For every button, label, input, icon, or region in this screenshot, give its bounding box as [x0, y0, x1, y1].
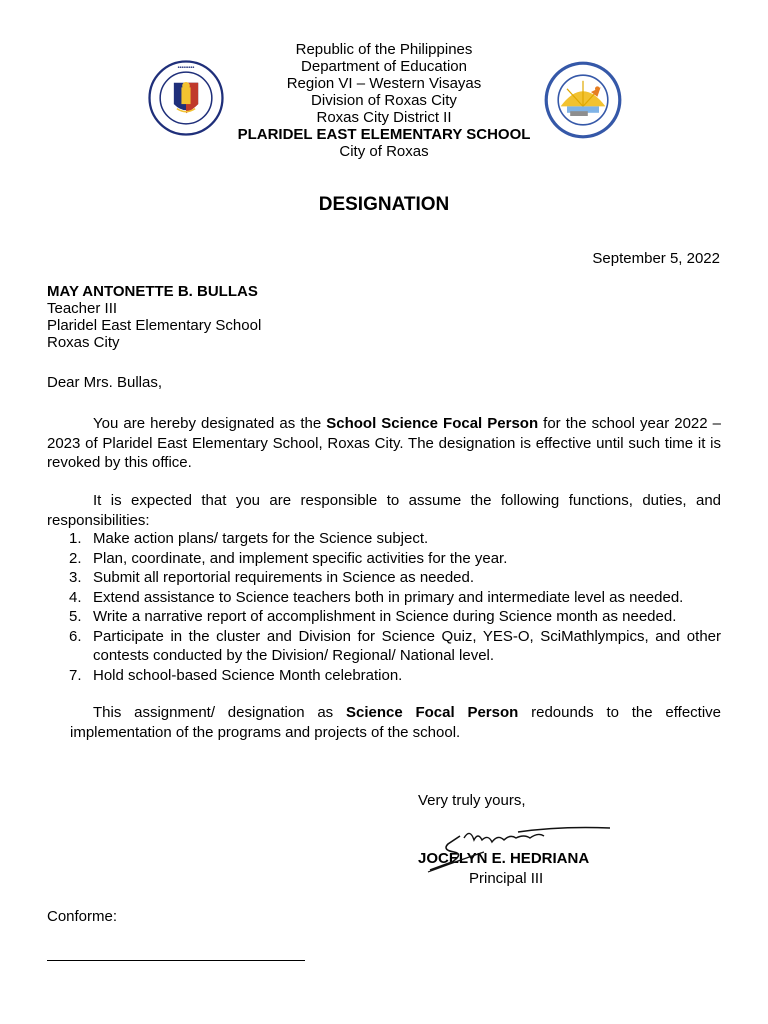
list-item-number: 7.	[69, 666, 82, 684]
list-item-text: Hold school-based Science Month celebration.	[93, 666, 403, 684]
paragraph-designation-pre: You are hereby designated as the	[93, 415, 327, 432]
paragraph-responsibilities-text: It is expected that you are responsible to assume the following functions, duties, and responsibilities:	[47, 492, 721, 529]
paragraph-designation	[47, 414, 721, 473]
list-item	[47, 588, 721, 608]
paragraph-assignment-pre: This assignment/ designation as	[93, 704, 346, 721]
document-title: DESIGNATION	[318, 194, 450, 215]
list-item-text: Plan, coordinate, and implement specific activities for the year.	[93, 549, 508, 567]
school-seal-icon	[543, 60, 623, 140]
duties-list	[47, 529, 721, 685]
letterhead-republic: Republic of the Philippines	[295, 41, 473, 58]
list-item-number: 2.	[69, 549, 82, 567]
list-item	[47, 529, 721, 549]
list-item-text: Make action plans/ targets for the Science subject.	[93, 530, 429, 547]
paragraph-designation-post: for the school year 2022 – 2023 of Plaridel East Elementary School, Roxas City. The designation is effective until such time it is revoked by this office.	[47, 415, 721, 471]
list-item	[47, 607, 721, 627]
addressee-name: MAY ANTONETTE B. BULLAS	[47, 283, 258, 300]
conforme-label: Conforme:	[47, 908, 118, 925]
letterhead-district: Roxas City District II	[316, 109, 452, 126]
list-item	[47, 549, 721, 569]
list-item-text: Extend assistance to Science teachers both in primary and intermediate level as needed.	[93, 588, 684, 606]
list-item-number: 3.	[69, 569, 82, 586]
signer-title: Principal III	[469, 870, 544, 887]
addressee-city: Roxas City	[47, 334, 120, 351]
list-item-text: Participate in the cluster and Division for Science Quiz, YES-O, SciMathlympics, and other contests conducted by the Division/ Regional/ National level.	[93, 627, 721, 664]
list-item-number: 6.	[69, 627, 82, 645]
paragraph-assignment-role: Science Focal Person	[345, 704, 519, 721]
list-item	[47, 627, 721, 666]
paragraph-responsibilities-intro	[47, 491, 721, 530]
list-item-number: 5.	[69, 608, 82, 625]
addressee-school: Plaridel East Elementary School	[47, 317, 262, 334]
list-item-number: 4.	[69, 588, 82, 606]
list-item	[47, 666, 721, 686]
letterhead-city: City of Roxas	[339, 143, 429, 160]
list-item-text: Submit all reportorial requirements in Science as needed.	[93, 569, 475, 586]
letterhead-department: Department of Education	[301, 58, 467, 75]
conforme-signature-line	[47, 960, 305, 961]
letterhead-region: Region VI – Western Visayas	[286, 75, 482, 92]
paragraph-designation-role: School Science Focal Person	[326, 415, 539, 432]
svg-text:•••••••••: •••••••••	[177, 65, 195, 72]
signer-name: JOCELYN E. HEDRIANA	[418, 850, 590, 867]
letterhead-school-name: PLARIDEL EAST ELEMENTARY SCHOOL	[237, 126, 531, 143]
addressee-position: Teacher III	[47, 300, 118, 317]
list-item-number: 1.	[69, 530, 82, 547]
deped-seal-icon	[148, 60, 224, 136]
paragraph-assignment	[70, 703, 721, 742]
letter-date: September 5, 2022	[592, 250, 720, 267]
salutation: Dear Mrs. Bullas,	[47, 374, 163, 391]
letterhead-division: Division of Roxas City	[311, 92, 457, 109]
list-item	[47, 568, 721, 588]
paragraph-assignment-post: redounds to the effective implementation of the programs and projects of the school.	[70, 704, 722, 741]
complimentary-close: Very truly yours,	[418, 792, 526, 809]
list-item-text: Write a narrative report of accomplishment in Science during Science month as needed.	[93, 608, 677, 625]
addressee-block	[47, 283, 261, 351]
handwritten-signature	[420, 822, 615, 874]
letterhead	[0, 41, 768, 160]
